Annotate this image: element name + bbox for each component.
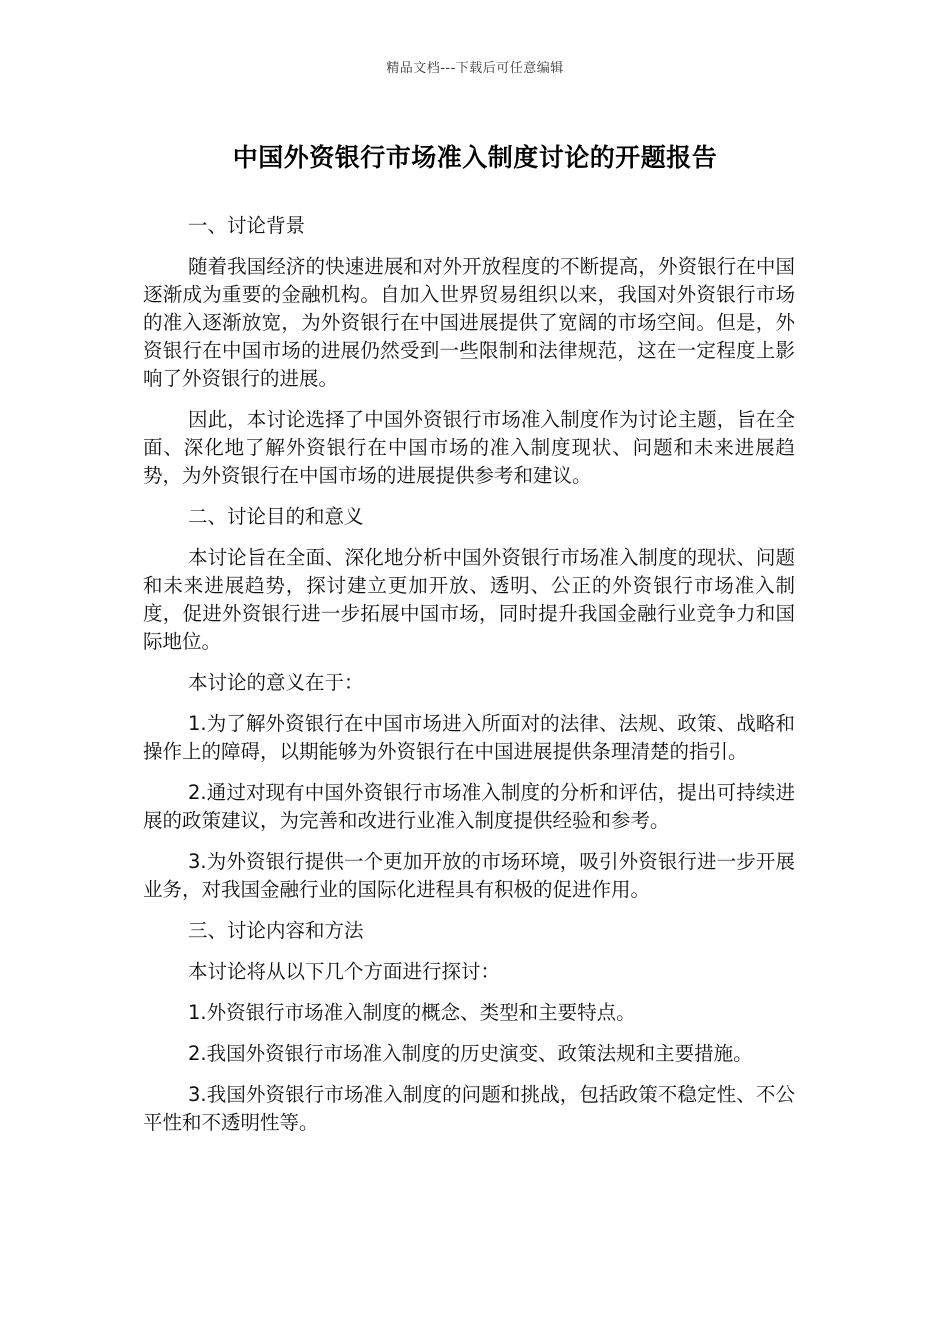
- paragraph-background-2: 因此，本讨论选择了中国外资银行市场准入制度作为讨论主题，旨在全面、深化地了解外资银行在中国市场的准入制度现状、问题和未来进展趋势，为外资银行在中国市场的进展提供参考和建议。: [143, 408, 795, 487]
- paragraph-methods-intro: 本讨论将从以下几个方面进行探讨：: [188, 960, 501, 983]
- paragraph-purpose-1: 本讨论旨在全面、深化地分析中国外资银行市场准入制度的现状、问题和未来进展趋势，探讨建立更加开放、透明、公正的外资银行市场准入制度，促进外资银行进一步拓展中国市场，同时提升我国金融行业竞争力和国际地位。: [143, 546, 795, 653]
- section-heading-background: 一、讨论背景: [188, 214, 306, 237]
- list-item-significance-3: 3.为外资银行提供一个更加开放的市场环境，吸引外资银行进一步开展业务，对我国金融行业的国际化进程具有积极的促进作用。: [143, 850, 795, 901]
- list-item-methods-3: 3.我国外资银行市场准入制度的问题和挑战，包括政策不稳定性、不公平性和不透明性等。: [143, 1083, 795, 1134]
- paragraph-significance-intro: 本讨论的意义在于：: [188, 671, 364, 694]
- list-item-significance-1: 1.为了解外资银行在中国市场进入所面对的法律、法规、政策、战略和操作上的障碍，以期能够为外资银行在中国进展提供条理清楚的指引。: [143, 712, 795, 763]
- section-heading-methods: 三、讨论内容和方法: [188, 919, 364, 942]
- list-item-methods-1: 1.外资银行市场准入制度的概念、类型和主要特点。: [188, 1001, 636, 1024]
- paragraph-background-1: 随着我国经济的快速进展和对外开放程度的不断提高，外资银行在中国逐渐成为重要的金融机构。自加入世界贸易组织以来，我国对外资银行市场的准入逐渐放宽，为外资银行在中国进展提供了宽阔的市场空间。但是，外资银行在中国市场的进展仍然受到一些限制和法律规范，这在一定程度上影响了外资银行的进展。: [143, 255, 795, 390]
- list-item-methods-2: 2.我国外资银行市场准入制度的历史演变、政策法规和主要措施。: [188, 1042, 753, 1065]
- header-watermark: 精品文档---下载后可任意编辑: [386, 61, 564, 76]
- document-body: [143, 212, 795, 1150]
- list-item-significance-2: 2.通过对现有中国外资银行市场准入制度的分析和评估，提出可持续进展的政策建议，为完善和改进行业准入制度提供经验和参考。: [143, 781, 795, 832]
- document-title: 中国外资银行市场准入制度讨论的开题报告: [232, 143, 718, 172]
- section-heading-purpose: 二、讨论目的和意义: [188, 505, 364, 528]
